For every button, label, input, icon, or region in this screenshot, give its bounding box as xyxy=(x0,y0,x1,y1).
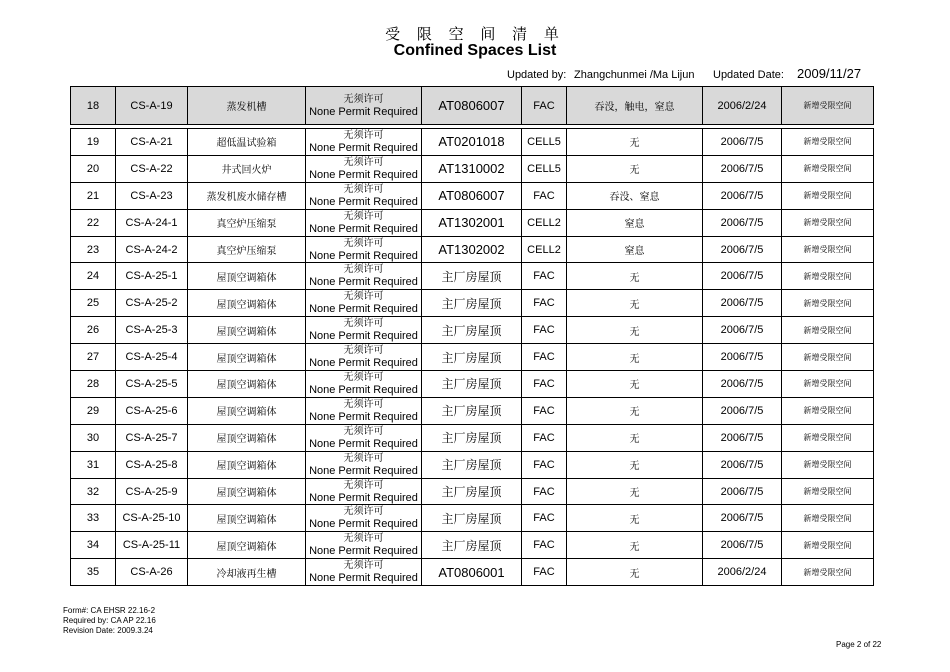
cell-space-name: 屋顶空调箱体 xyxy=(188,451,306,478)
cell-location: 主厂房屋顶 xyxy=(422,397,522,424)
cell-area: FAC xyxy=(522,344,567,371)
cell-area: FAC xyxy=(522,263,567,290)
cell-area: CELL2 xyxy=(522,209,567,236)
cell-location: 主厂房屋顶 xyxy=(422,505,522,532)
title-english: Confined Spaces List xyxy=(393,42,557,59)
cell-space-code: CS-A-25-2 xyxy=(116,290,188,317)
cell-space-code: CS-A-25-4 xyxy=(116,344,188,371)
cell-date: 2006/7/5 xyxy=(703,344,782,371)
table-row xyxy=(71,317,874,344)
cell-space-code: CS-A-26 xyxy=(116,559,188,586)
cell-space-name: 屋顶空调箱体 xyxy=(188,371,306,398)
cell-hazard: 无 xyxy=(567,397,703,424)
updated-date-value: 2009/11/27 xyxy=(797,66,862,81)
cell-date: 2006/7/5 xyxy=(703,317,782,344)
cell-remark: 新增受限空间 xyxy=(782,478,874,505)
cell-space-code: CS-A-23 xyxy=(116,182,188,209)
cell-location: 主厂房屋顶 xyxy=(422,424,522,451)
cell-permit xyxy=(306,478,422,505)
cell-space-name: 屋顶空调箱体 xyxy=(188,532,306,559)
cell-space-name: 井式回火炉 xyxy=(188,155,306,182)
cell-location: AT1302002 xyxy=(422,236,522,263)
cell-space-code: CS-A-21 xyxy=(116,129,188,156)
table-row xyxy=(71,424,874,451)
permit-english: None Permit Required xyxy=(309,276,418,289)
cell-space-name: 屋顶空调箱体 xyxy=(188,478,306,505)
cell-area: FAC xyxy=(522,424,567,451)
cell-number: 18 xyxy=(71,87,116,125)
cell-area: FAC xyxy=(522,182,567,209)
permit-chinese: 无须许可 xyxy=(343,264,384,276)
cell-hazard: 窒息 xyxy=(567,209,703,236)
permit-english: None Permit Required xyxy=(309,545,418,558)
permit-chinese: 无须许可 xyxy=(343,93,384,105)
title-chinese: 受 限 空 间 清 单 xyxy=(385,25,565,43)
cell-number: 29 xyxy=(71,397,116,424)
cell-location: AT0201018 xyxy=(422,129,522,156)
cell-hazard: 无 xyxy=(567,532,703,559)
cell-number: 30 xyxy=(71,424,116,451)
cell-area: CELL2 xyxy=(522,236,567,263)
cell-remark: 新增受限空间 xyxy=(782,209,874,236)
cell-remark: 新增受限空间 xyxy=(782,129,874,156)
permit-english: None Permit Required xyxy=(309,491,418,504)
permit-english: None Permit Required xyxy=(309,410,418,423)
cell-area: FAC xyxy=(522,290,567,317)
cell-location: 主厂房屋顶 xyxy=(422,478,522,505)
cell-space-code: CS-A-25-9 xyxy=(116,478,188,505)
cell-location: 主厂房屋顶 xyxy=(422,263,522,290)
cell-remark: 新增受限空间 xyxy=(782,236,874,263)
cell-permit xyxy=(306,424,422,451)
permit-english: None Permit Required xyxy=(309,330,418,343)
permit-chinese: 无须许可 xyxy=(343,183,384,195)
cell-permit xyxy=(306,451,422,478)
updated-by-value: Zhangchunmei /Ma Lijun xyxy=(574,69,695,81)
cell-number: 21 xyxy=(71,182,116,209)
cell-remark: 新增受限空间 xyxy=(782,155,874,182)
permit-english: None Permit Required xyxy=(309,383,418,396)
cell-location: 主厂房屋顶 xyxy=(422,290,522,317)
permit-chinese: 无须许可 xyxy=(343,425,384,437)
cell-date: 2006/7/5 xyxy=(703,236,782,263)
cell-area: FAC xyxy=(522,505,567,532)
cell-space-name: 超低温试验箱 xyxy=(188,129,306,156)
cell-hazard: 无 xyxy=(567,451,703,478)
cell-hazard: 窒息 xyxy=(567,236,703,263)
permit-chinese: 无须许可 xyxy=(343,452,384,464)
cell-space-name: 真空炉压缩泵 xyxy=(188,236,306,263)
permit-english: None Permit Required xyxy=(309,168,418,181)
cell-location: 主厂房屋顶 xyxy=(422,344,522,371)
table-row xyxy=(71,559,874,586)
permit-chinese: 无须许可 xyxy=(343,398,384,410)
cell-number: 33 xyxy=(71,505,116,532)
cell-permit xyxy=(306,317,422,344)
permit-chinese: 无须许可 xyxy=(343,560,384,572)
cell-location: AT0806007 xyxy=(422,87,522,125)
permit-chinese: 无须许可 xyxy=(343,479,384,491)
cell-space-name: 屋顶空调箱体 xyxy=(188,344,306,371)
cell-permit xyxy=(306,129,422,156)
cell-area: CELL5 xyxy=(522,155,567,182)
cell-hazard: 吞没、窒息 xyxy=(567,182,703,209)
cell-number: 20 xyxy=(71,155,116,182)
cell-space-name: 屋顶空调箱体 xyxy=(188,290,306,317)
cell-space-code: CS-A-25-3 xyxy=(116,317,188,344)
cell-space-code: CS-A-25-1 xyxy=(116,263,188,290)
cell-date: 2006/2/24 xyxy=(703,87,782,125)
permit-chinese: 无须许可 xyxy=(343,210,384,222)
cell-hazard: 无 xyxy=(567,317,703,344)
cell-permit xyxy=(306,290,422,317)
permit-chinese: 无须许可 xyxy=(343,533,384,545)
cell-permit xyxy=(306,532,422,559)
cell-number: 24 xyxy=(71,263,116,290)
cell-remark: 新增受限空间 xyxy=(782,290,874,317)
cell-date: 2006/7/5 xyxy=(703,505,782,532)
cell-permit xyxy=(306,397,422,424)
permit-english: None Permit Required xyxy=(309,222,418,235)
cell-area: FAC xyxy=(522,317,567,344)
cell-area: FAC xyxy=(522,371,567,398)
cell-date: 2006/7/5 xyxy=(703,155,782,182)
revision-date: Revision Date: 2009.3.24 xyxy=(63,626,153,635)
cell-area: FAC xyxy=(522,87,567,125)
cell-remark: 新增受限空间 xyxy=(782,371,874,398)
cell-number: 28 xyxy=(71,371,116,398)
table-row xyxy=(71,532,874,559)
required-by: Required by: CA AP 22.16 xyxy=(63,616,156,625)
confined-spaces-table xyxy=(70,86,874,586)
cell-date: 2006/7/5 xyxy=(703,129,782,156)
cell-space-name: 屋顶空调箱体 xyxy=(188,397,306,424)
cell-remark: 新增受限空间 xyxy=(782,532,874,559)
cell-permit xyxy=(306,155,422,182)
cell-permit xyxy=(306,209,422,236)
permit-english: None Permit Required xyxy=(309,518,418,531)
cell-space-name: 屋顶空调箱体 xyxy=(188,424,306,451)
cell-number: 19 xyxy=(71,129,116,156)
table-row xyxy=(71,236,874,263)
cell-location: AT1302001 xyxy=(422,209,522,236)
cell-remark: 新增受限空间 xyxy=(782,397,874,424)
permit-english: None Permit Required xyxy=(309,303,418,316)
cell-area: FAC xyxy=(522,451,567,478)
table-row xyxy=(71,505,874,532)
cell-permit xyxy=(306,371,422,398)
cell-date: 2006/7/5 xyxy=(703,182,782,209)
cell-date: 2006/7/5 xyxy=(703,290,782,317)
permit-chinese: 无须许可 xyxy=(343,156,384,168)
cell-hazard: 无 xyxy=(567,478,703,505)
cell-hazard: 无 xyxy=(567,344,703,371)
cell-space-name: 蒸发机废水储存槽 xyxy=(188,182,306,209)
cell-date: 2006/7/5 xyxy=(703,263,782,290)
cell-number: 31 xyxy=(71,451,116,478)
permit-english: None Permit Required xyxy=(309,357,418,370)
permit-english: None Permit Required xyxy=(309,572,418,585)
updated-by-label: Updated by: xyxy=(507,69,567,81)
cell-location: AT1310002 xyxy=(422,155,522,182)
cell-permit xyxy=(306,87,422,125)
cell-date: 2006/7/5 xyxy=(703,424,782,451)
permit-english: None Permit Required xyxy=(309,141,418,154)
table-row xyxy=(71,209,874,236)
cell-space-code: CS-A-25-5 xyxy=(116,371,188,398)
cell-space-code: CS-A-24-2 xyxy=(116,236,188,263)
cell-hazard: 无 xyxy=(567,505,703,532)
cell-remark: 新增受限空间 xyxy=(782,344,874,371)
permit-english: None Permit Required xyxy=(309,105,418,118)
cell-number: 22 xyxy=(71,209,116,236)
cell-permit xyxy=(306,344,422,371)
table-row xyxy=(71,129,874,156)
table-row xyxy=(71,344,874,371)
cell-hazard: 无 xyxy=(567,424,703,451)
table-row xyxy=(71,451,874,478)
cell-hazard: 无 xyxy=(567,559,703,586)
cell-hazard: 无 xyxy=(567,129,703,156)
permit-chinese: 无须许可 xyxy=(343,318,384,330)
cell-permit xyxy=(306,505,422,532)
permit-chinese: 无须许可 xyxy=(343,237,384,249)
cell-space-name: 真空炉压缩泵 xyxy=(188,209,306,236)
cell-permit xyxy=(306,236,422,263)
cell-remark: 新增受限空间 xyxy=(782,263,874,290)
cell-location: AT0806007 xyxy=(422,182,522,209)
updated-date-label: Updated Date: xyxy=(713,69,784,81)
table-row xyxy=(71,397,874,424)
permit-chinese: 无须许可 xyxy=(343,371,384,383)
cell-space-name: 蒸发机槽 xyxy=(188,87,306,125)
table-row xyxy=(71,371,874,398)
table-row xyxy=(71,155,874,182)
cell-hazard: 无 xyxy=(567,290,703,317)
cell-location: AT0806001 xyxy=(422,559,522,586)
cell-remark: 新增受限空间 xyxy=(782,559,874,586)
cell-date: 2006/7/5 xyxy=(703,371,782,398)
cell-hazard: 无 xyxy=(567,263,703,290)
cell-number: 25 xyxy=(71,290,116,317)
permit-chinese: 无须许可 xyxy=(343,506,384,518)
cell-location: 主厂房屋顶 xyxy=(422,371,522,398)
cell-number: 26 xyxy=(71,317,116,344)
cell-number: 34 xyxy=(71,532,116,559)
cell-space-name: 屋顶空调箱体 xyxy=(188,263,306,290)
cell-hazard: 无 xyxy=(567,155,703,182)
cell-number: 32 xyxy=(71,478,116,505)
cell-permit xyxy=(306,263,422,290)
table-row xyxy=(71,290,874,317)
cell-location: 主厂房屋顶 xyxy=(422,532,522,559)
cell-date: 2006/7/5 xyxy=(703,209,782,236)
cell-date: 2006/7/5 xyxy=(703,532,782,559)
cell-remark: 新增受限空间 xyxy=(782,182,874,209)
cell-number: 23 xyxy=(71,236,116,263)
cell-number: 35 xyxy=(71,559,116,586)
table-row xyxy=(71,182,874,209)
permit-chinese: 无须许可 xyxy=(343,129,384,141)
cell-space-name: 屋顶空调箱体 xyxy=(188,505,306,532)
permit-english: None Permit Required xyxy=(309,437,418,450)
table-row xyxy=(71,263,874,290)
cell-date: 2006/7/5 xyxy=(703,451,782,478)
cell-location: 主厂房屋顶 xyxy=(422,451,522,478)
cell-hazard: 吞没，触电，窒息 xyxy=(567,87,703,125)
cell-area: FAC xyxy=(522,478,567,505)
cell-remark: 新增受限空间 xyxy=(782,87,874,125)
cell-space-name: 冷却液再生槽 xyxy=(188,559,306,586)
permit-chinese: 无须许可 xyxy=(343,345,384,357)
cell-space-code: CS-A-25-6 xyxy=(116,397,188,424)
form-info xyxy=(63,606,156,636)
cell-hazard: 无 xyxy=(567,371,703,398)
cell-remark: 新增受限空间 xyxy=(782,505,874,532)
cell-space-name: 屋顶空调箱体 xyxy=(188,317,306,344)
form-number: Form#: CA EHSR 22.16-2 xyxy=(63,606,156,615)
cell-space-code: CS-A-22 xyxy=(116,155,188,182)
cell-permit xyxy=(306,182,422,209)
cell-remark: 新增受限空间 xyxy=(782,317,874,344)
cell-space-code: CS-A-19 xyxy=(116,87,188,125)
cell-space-code: CS-A-25-7 xyxy=(116,424,188,451)
cell-area: FAC xyxy=(522,559,567,586)
cell-space-code: CS-A-24-1 xyxy=(116,209,188,236)
permit-english: None Permit Required xyxy=(309,464,418,477)
cell-remark: 新增受限空间 xyxy=(782,424,874,451)
cell-area: CELL5 xyxy=(522,129,567,156)
permit-chinese: 无须许可 xyxy=(343,291,384,303)
cell-date: 2006/7/5 xyxy=(703,397,782,424)
cell-number: 27 xyxy=(71,344,116,371)
page-number: Page 2 of 22 xyxy=(836,640,882,649)
table-row xyxy=(71,87,874,125)
cell-permit xyxy=(306,559,422,586)
table-row xyxy=(71,478,874,505)
cell-remark: 新增受限空间 xyxy=(782,451,874,478)
cell-location: 主厂房屋顶 xyxy=(422,317,522,344)
cell-space-code: CS-A-25-8 xyxy=(116,451,188,478)
cell-space-code: CS-A-25-11 xyxy=(116,532,188,559)
cell-area: FAC xyxy=(522,532,567,559)
cell-space-code: CS-A-25-10 xyxy=(116,505,188,532)
cell-date: 2006/2/24 xyxy=(703,559,782,586)
permit-english: None Permit Required xyxy=(309,195,418,208)
permit-english: None Permit Required xyxy=(309,249,418,262)
cell-date: 2006/7/5 xyxy=(703,478,782,505)
cell-area: FAC xyxy=(522,397,567,424)
